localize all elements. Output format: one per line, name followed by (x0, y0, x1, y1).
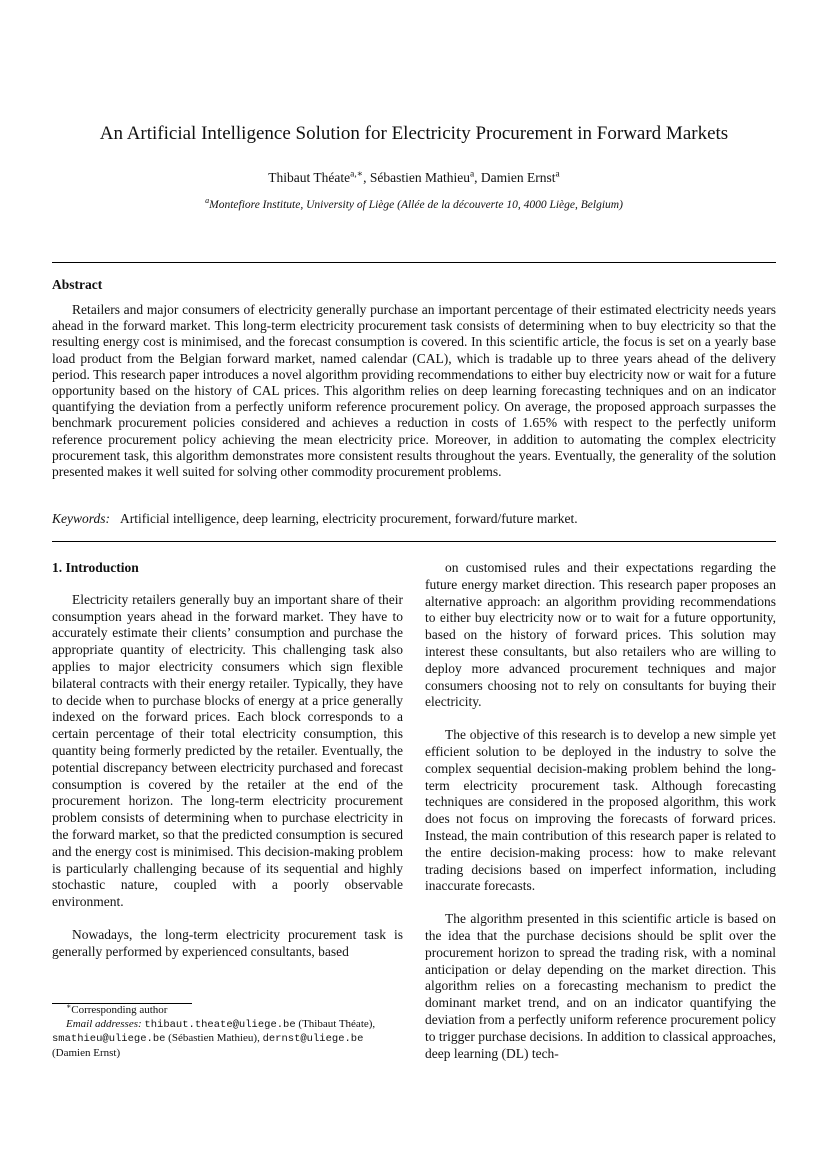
left-column (52, 560, 403, 961)
corresponding-author-note (52, 1001, 403, 1018)
email-addresses: Email addresses: thibaut.theate@uliege.be (Thibaut Théate), smathieu@uliege.be (Sébastien Mathieu), dernst@uliege.be (Damien Ernst) (52, 1017, 376, 1059)
body-paragraph: The objective of this research is to develop a new simple yet efficient solution to be deployed in the industry to solve the complex sequential decision-making problem behind the long-term electricity procurement task. Although forecasting techniques are considered in the proposed algorithm, this work does not focus on improving the forecasts of forward prices. Instead, the main contribution of this research paper is related to the entire decision-making process: how to make relevant trading decisions based on imperfect information, including inaccurate forecasts. (425, 727, 776, 894)
affiliation (52, 196, 776, 211)
author-affiliation-mark: a,∗ (350, 169, 364, 180)
author-name: Thibaut Théate (268, 170, 351, 185)
abstract-heading: Abstract (52, 277, 103, 292)
right-column (425, 560, 776, 1062)
author-separator: , (474, 170, 481, 185)
body-paragraph: The algorithm presented in this scientific article is based on the idea that the purchase decisions should be split over the procurement horizon to spread the trading risk, with a nominal anticipation or delay depending on the market direction. This algorithm relies on a forecasting mechanism to predict the dominant market trend, and on an indicator quantifying the deviation from a perfectly uniform reference procurement policy to trigger purchase decisions. In addition to classical approaches, deep learning (DL) tech- (425, 911, 776, 1061)
keywords-text: Artificial intelligence, deep learning, electricity procurement, forward/future market. (120, 511, 578, 526)
footnotes (52, 1001, 403, 1060)
section-heading: 1. Introduction (52, 560, 139, 575)
email-link[interactable]: dernst@uliege.be (262, 1033, 364, 1046)
keywords (52, 511, 776, 527)
affiliation-text: Montefiore Institute, University of Liège (Allée de la découverte 10, 4000 Liège, Belgium) (209, 199, 623, 211)
affiliation-mark: a (205, 196, 210, 206)
top-rule (52, 262, 776, 263)
body-paragraph: on customised rules and their expectations regarding the future energy market direction. This research paper proposes an alternative approach: an algorithm providing recommendations to either buy electricity now or to wait for a future opportunity, based on the history of forward prices. This solution may interest these consultants, but also retailers who are willing to deploy more advanced procurement techniques and major consumers choosing not to rely on consultants for buying their electricity. (425, 560, 776, 710)
author-name: Damien Ernst (480, 170, 556, 185)
author-list (52, 170, 776, 186)
paper-title: An Artificial Intelligence Solution for Electricity Procurement in Forward Markets (99, 123, 729, 144)
email-owner: (Thibaut Théate) (298, 1017, 373, 1030)
body-paragraph: Nowadays, the long-term electricity procurement task is generally performed by experienced consultants, based (52, 926, 403, 959)
author-separator: , (363, 170, 370, 185)
email-link[interactable]: smathieu@uliege.be (52, 1033, 166, 1046)
abstract-text: Retailers and major consumers of electricity generally purchase an important percentage of their estimated electricity needs years ahead in the forward market. This long-term electricity procurement task consists of determining when to buy electricity so that the resulting energy cost is minimised, and the forecast consumption is covered. In this scientific article, the focus is set on a yearly base load product from the Belgian forward market, named calendar (CAL), which is tradable up to three years ahead of the delivery period. This research paper introduces a novel algorithm providing recommendations to either buy electricity now or wait for a future opportunity based on the history of CAL prices. This algorithm relies on deep learning forecasting techniques and on an indicator quantifying the deviation from a perfectly uniform reference procurement policy. On average, the proposed approach surpasses the benchmark procurement policies considered and achieves a reduction in costs of 1.65% with respect to the perfectly uniform reference procurement policy achieving the mean electricity price. Moreover, in addition to automating the complex electricity procurement task, this algorithm demonstrates more consistent results throughout the years. Eventually, the generality of the solution presented makes it well suited for solving other commodity procurement problems. (52, 302, 776, 480)
body-paragraph: Electricity retailers generally buy an important share of their consumption years ahead in the forward market. They have to accurately estimate their clients’ consumption and purchase the appropriate quantity of electricity. This challenging task also applies to major electricity consumers which sign flexible bilateral contracts with their energy retailer. Typically, they have to decide when to purchase blocks of energy at a price generally indexed on the forward prices. Each block corresponds to a certain percentage of their total electricity consumption, this quantity being formerly predicted by the retailer. Eventually, the potential discrepancy between electricity purchased and forecast consumption is covered by the retailer at the end of the procurement horizon. The long-term electricity procurement problem consists of determining when to purchase electricity in the forward market, so that the predicted consumption is secured and the energy cost is minimised. This decision-making problem is particularly challenging because of its sequential and highly stochastic nature, coupled with a poorly observable environment. (52, 591, 403, 910)
keywords-label: Keywords: (52, 511, 110, 526)
email-label: Email addresses: (66, 1017, 142, 1030)
email-owner: (Damien Ernst) (52, 1046, 121, 1059)
arxiv-stamp (0, 150, 1, 690)
footnote-mark: ∗ (66, 1001, 72, 1011)
author-name: Sébastien Mathieu (369, 170, 470, 185)
author-affiliation-mark: a (555, 169, 560, 180)
abstract-bottom-rule (52, 541, 776, 542)
email-link[interactable]: thibaut.theate@uliege.be (144, 1018, 296, 1031)
corresponding-author-text: Corresponding author (71, 1004, 168, 1016)
email-owner: (Sébastien Mathieu) (168, 1032, 258, 1045)
author-affiliation-mark: a (469, 169, 475, 180)
